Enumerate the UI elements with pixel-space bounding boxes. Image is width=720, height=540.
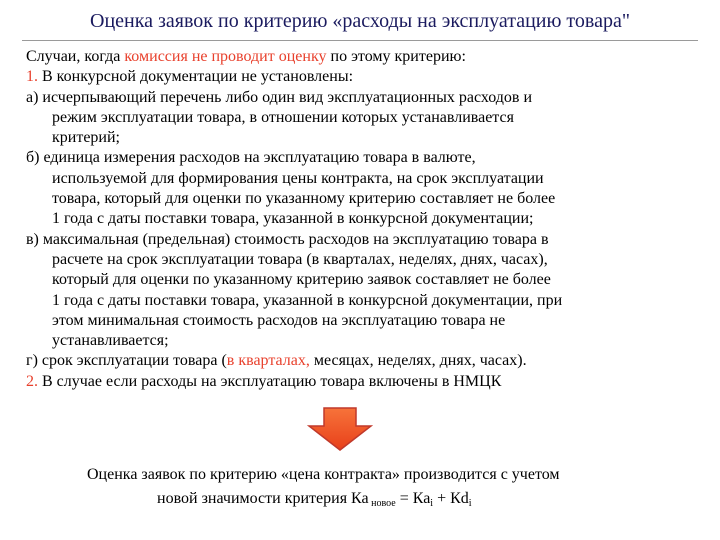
case-2-line: [26, 372, 706, 392]
intro-lead: Случаи, когда: [26, 48, 121, 65]
item-c-line-1: в) максимальная (предельная) стоимость расходов на эксплуатацию товара в: [26, 230, 549, 248]
conclusion-line-2: [0, 487, 720, 516]
item-b-line-4: 1 года с даты поставки товара, указанной в конкурсной документации;: [52, 210, 534, 228]
item-b-line-3: товара, который для оценки по указанному критерию составляет не более: [52, 190, 556, 208]
item-d-tail: месяцах, неделях, днях, часах).: [309, 352, 527, 370]
conclusion-line-1: Оценка заявок по критерию «цена контракта» производится с учетом: [87, 466, 560, 483]
item-b: [26, 148, 706, 229]
item-b-line-1: б) единица измерения расходов на эксплуатацию товара в валюте,: [26, 149, 476, 167]
item-a-line-3: критерий;: [52, 129, 120, 147]
intro-highlight: комиссия не проводит оценку: [124, 48, 327, 65]
item-c-line-3: который для оценки по указанному критерию заявок составляет не более: [52, 271, 551, 289]
item-c-line-2: расчете на срок эксплуатации товара (в кварталах, неделях, днях, часах),: [52, 250, 548, 268]
subscript-i-1: i: [430, 498, 434, 509]
conclusion-lead: новой значимости критерия Ка: [157, 490, 369, 507]
item-a-line-1: а) исчерпывающий перечень либо один вид эксплуатационных расходов и: [26, 88, 533, 106]
main-text: [26, 47, 706, 392]
case-1-line: [26, 67, 706, 87]
conclusion: [0, 463, 720, 516]
case-1-text: В конкурсной документации не установлены:: [42, 68, 354, 86]
subscript-i-2: i: [468, 498, 472, 509]
item-c-line-4: 1 года с даты поставки товара, указанной в конкурсной документации, при: [52, 291, 563, 309]
item-a-line-2: режим эксплуатации товара, в отношении которых устанавливается: [52, 108, 514, 126]
intro-line: [26, 47, 706, 67]
case-2-text: В случае если расходы на эксплуатацию товара включены в НМЦК: [42, 372, 502, 390]
item-c-line-6: устанавливается;: [52, 332, 169, 350]
formula-kd: + Кd: [433, 490, 469, 507]
subscript-novoe: новое: [368, 498, 396, 509]
formula-ka: = Ка: [395, 490, 431, 507]
intro-tail: по этому критерию:: [330, 48, 466, 65]
item-c-line-5: этом минимальная стоимость расходов на эксплуатацию товара не: [52, 311, 506, 329]
item-a: [26, 88, 706, 149]
title-divider: [22, 40, 698, 41]
page-title: Оценка заявок по критерию «расходы на эксплуатацию товара": [90, 10, 630, 32]
item-d-highlight: в кварталах,: [226, 352, 310, 370]
item-b-line-2: используемой для формирования цены контракта, на срок эксплуатации: [52, 169, 544, 187]
case-1-number: 1.: [26, 68, 38, 86]
item-d: [26, 351, 706, 371]
case-2-number: 2.: [26, 372, 38, 390]
arrow-shape: [309, 408, 371, 450]
down-arrow-icon: [307, 407, 373, 451]
item-c: [26, 230, 706, 352]
item-d-lead: г) срок эксплуатации товара (: [26, 352, 227, 370]
